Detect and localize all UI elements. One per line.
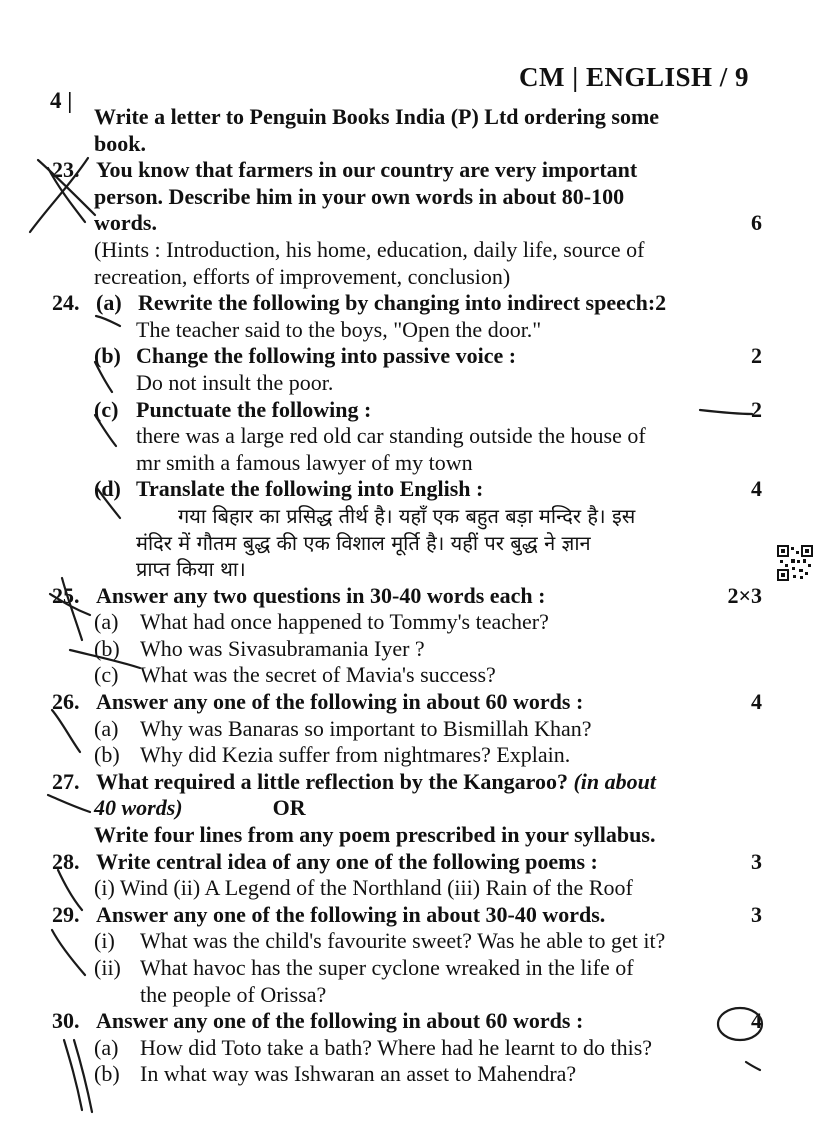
- q28-options: (i) Wind (ii) A Legend of the Northland (iii) Rain of the Roof: [94, 875, 633, 901]
- q23-hints-1: (Hints : Introduction, his home, education, daily life, source of: [94, 236, 645, 262]
- q23-line-1: 23. You know that farmers in our country are very important: [52, 157, 638, 183]
- q22-line-1: Write a letter to Penguin Books India (P) Ltd ordering some: [94, 104, 660, 129]
- q29ii-line: (ii) What havoc has the super cyclone wreaked in the life of: [94, 955, 634, 980]
- q28-marks: 3: [751, 848, 762, 874]
- q29-marks: 3: [751, 901, 762, 927]
- q24-number: 24.: [52, 290, 80, 316]
- q29i-line: (i) What was the child's favourite sweet? Was he able to get it?: [94, 928, 666, 954]
- q24d-marks: 4: [751, 476, 762, 502]
- q24a-text: The teacher said to the boys, "Open the door.": [136, 316, 542, 342]
- q24b-line: (b) Change the following into passive voice : 2: [94, 343, 762, 369]
- hindi-passage-3: प्राप्त किया था।: [136, 557, 246, 582]
- q30-number: 30.: [52, 1008, 80, 1034]
- q22-line-2: book.: [94, 130, 146, 156]
- q27-line-2: 40 words) OR: [94, 795, 306, 821]
- question-content: [52, 104, 762, 1088]
- q27-number: 27.: [52, 768, 80, 794]
- q24c-line: (c) Punctuate the following : 2: [94, 396, 762, 422]
- q27-alt-line: Write four lines from any poem prescribed in your syllabus.: [94, 822, 656, 848]
- q28-number: 28.: [52, 848, 80, 874]
- q26b-line: (b) Why did Kezia suffer from nightmares? Explain.: [94, 742, 571, 768]
- q30-line: 30. Answer any one of the following in about 60 words : 4: [52, 1008, 762, 1034]
- q30b-line: (b) In what way was Ishwaran an asset to Mahendra?: [94, 1061, 577, 1087]
- q25c-line: (c) What was the secret of Mavia's success?: [94, 662, 496, 688]
- q26a-line: (a) Why was Banaras so important to Bismillah Khan?: [94, 715, 592, 741]
- q23-line-2: person. Describe him in your own words in about 80-100: [94, 183, 625, 209]
- q25b-line: (b) Who was Sivasubramania Iyer ?: [94, 635, 425, 661]
- q24d-line: (d) Translate the following into English : 4: [94, 476, 762, 502]
- q25-number: 25.: [52, 582, 80, 608]
- q24c-text-2: mr smith a famous lawyer of my town: [136, 449, 473, 475]
- qr-code-icon: [777, 545, 813, 581]
- q25a-line: (a) What had once happened to Tommy's teacher?: [94, 609, 549, 635]
- page-number: 4 |: [50, 88, 73, 113]
- q28-line: 28. Write central idea of any one of the following poems : 3: [52, 848, 762, 874]
- or-separator: OR: [272, 795, 306, 821]
- q23-number: 23.: [52, 157, 80, 183]
- q23-marks: 6: [751, 210, 762, 236]
- q24b-marks: 2: [751, 343, 762, 369]
- q29-number: 29.: [52, 901, 80, 927]
- q23-hints-2: recreation, efforts of improvement, conclusion): [94, 263, 511, 289]
- q25-line: 25. Answer any two questions in 30-40 words each : 2×3: [52, 582, 762, 608]
- q26-marks: 4: [751, 689, 762, 715]
- q24c-text-1: there was a large red old car standing outside the house of: [136, 423, 646, 449]
- q27-line: 27. What required a little reflection by the Kangaroo? (in about: [52, 768, 656, 794]
- q24c-marks: 2: [751, 396, 762, 422]
- q29-line: 29. Answer any one of the following in about 30-40 words. 3: [52, 901, 762, 927]
- hindi-passage-2: मंदिर में गौतम बुद्ध की एक विशाल मूर्ति है। यहीं पर बुद्ध ने ज्ञान: [136, 530, 591, 555]
- q25-marks: 2×3: [727, 582, 762, 608]
- q23-line-3: words. 6: [94, 210, 762, 236]
- q30-marks: 4: [751, 1008, 762, 1034]
- q26-line: 26. Answer any one of the following in about 60 words : 4: [52, 689, 762, 715]
- q24b-text: Do not insult the poor.: [136, 369, 334, 395]
- q26-number: 26.: [52, 689, 80, 715]
- q29ii-line-2: the people of Orissa?: [140, 981, 327, 1007]
- q30a-line: (a) How did Toto take a bath? Where had he learnt to do this?: [94, 1034, 653, 1060]
- page-header-title: CM | ENGLISH / 9: [519, 62, 749, 92]
- hindi-passage-1: गया बिहार का प्रसिद्ध तीर्थ है। यहाँ एक बहुत बड़ा मन्दिर है। इस: [178, 503, 636, 528]
- q24a-line: 24. (a) Rewrite the following by changing into indirect speech:2: [52, 290, 667, 316]
